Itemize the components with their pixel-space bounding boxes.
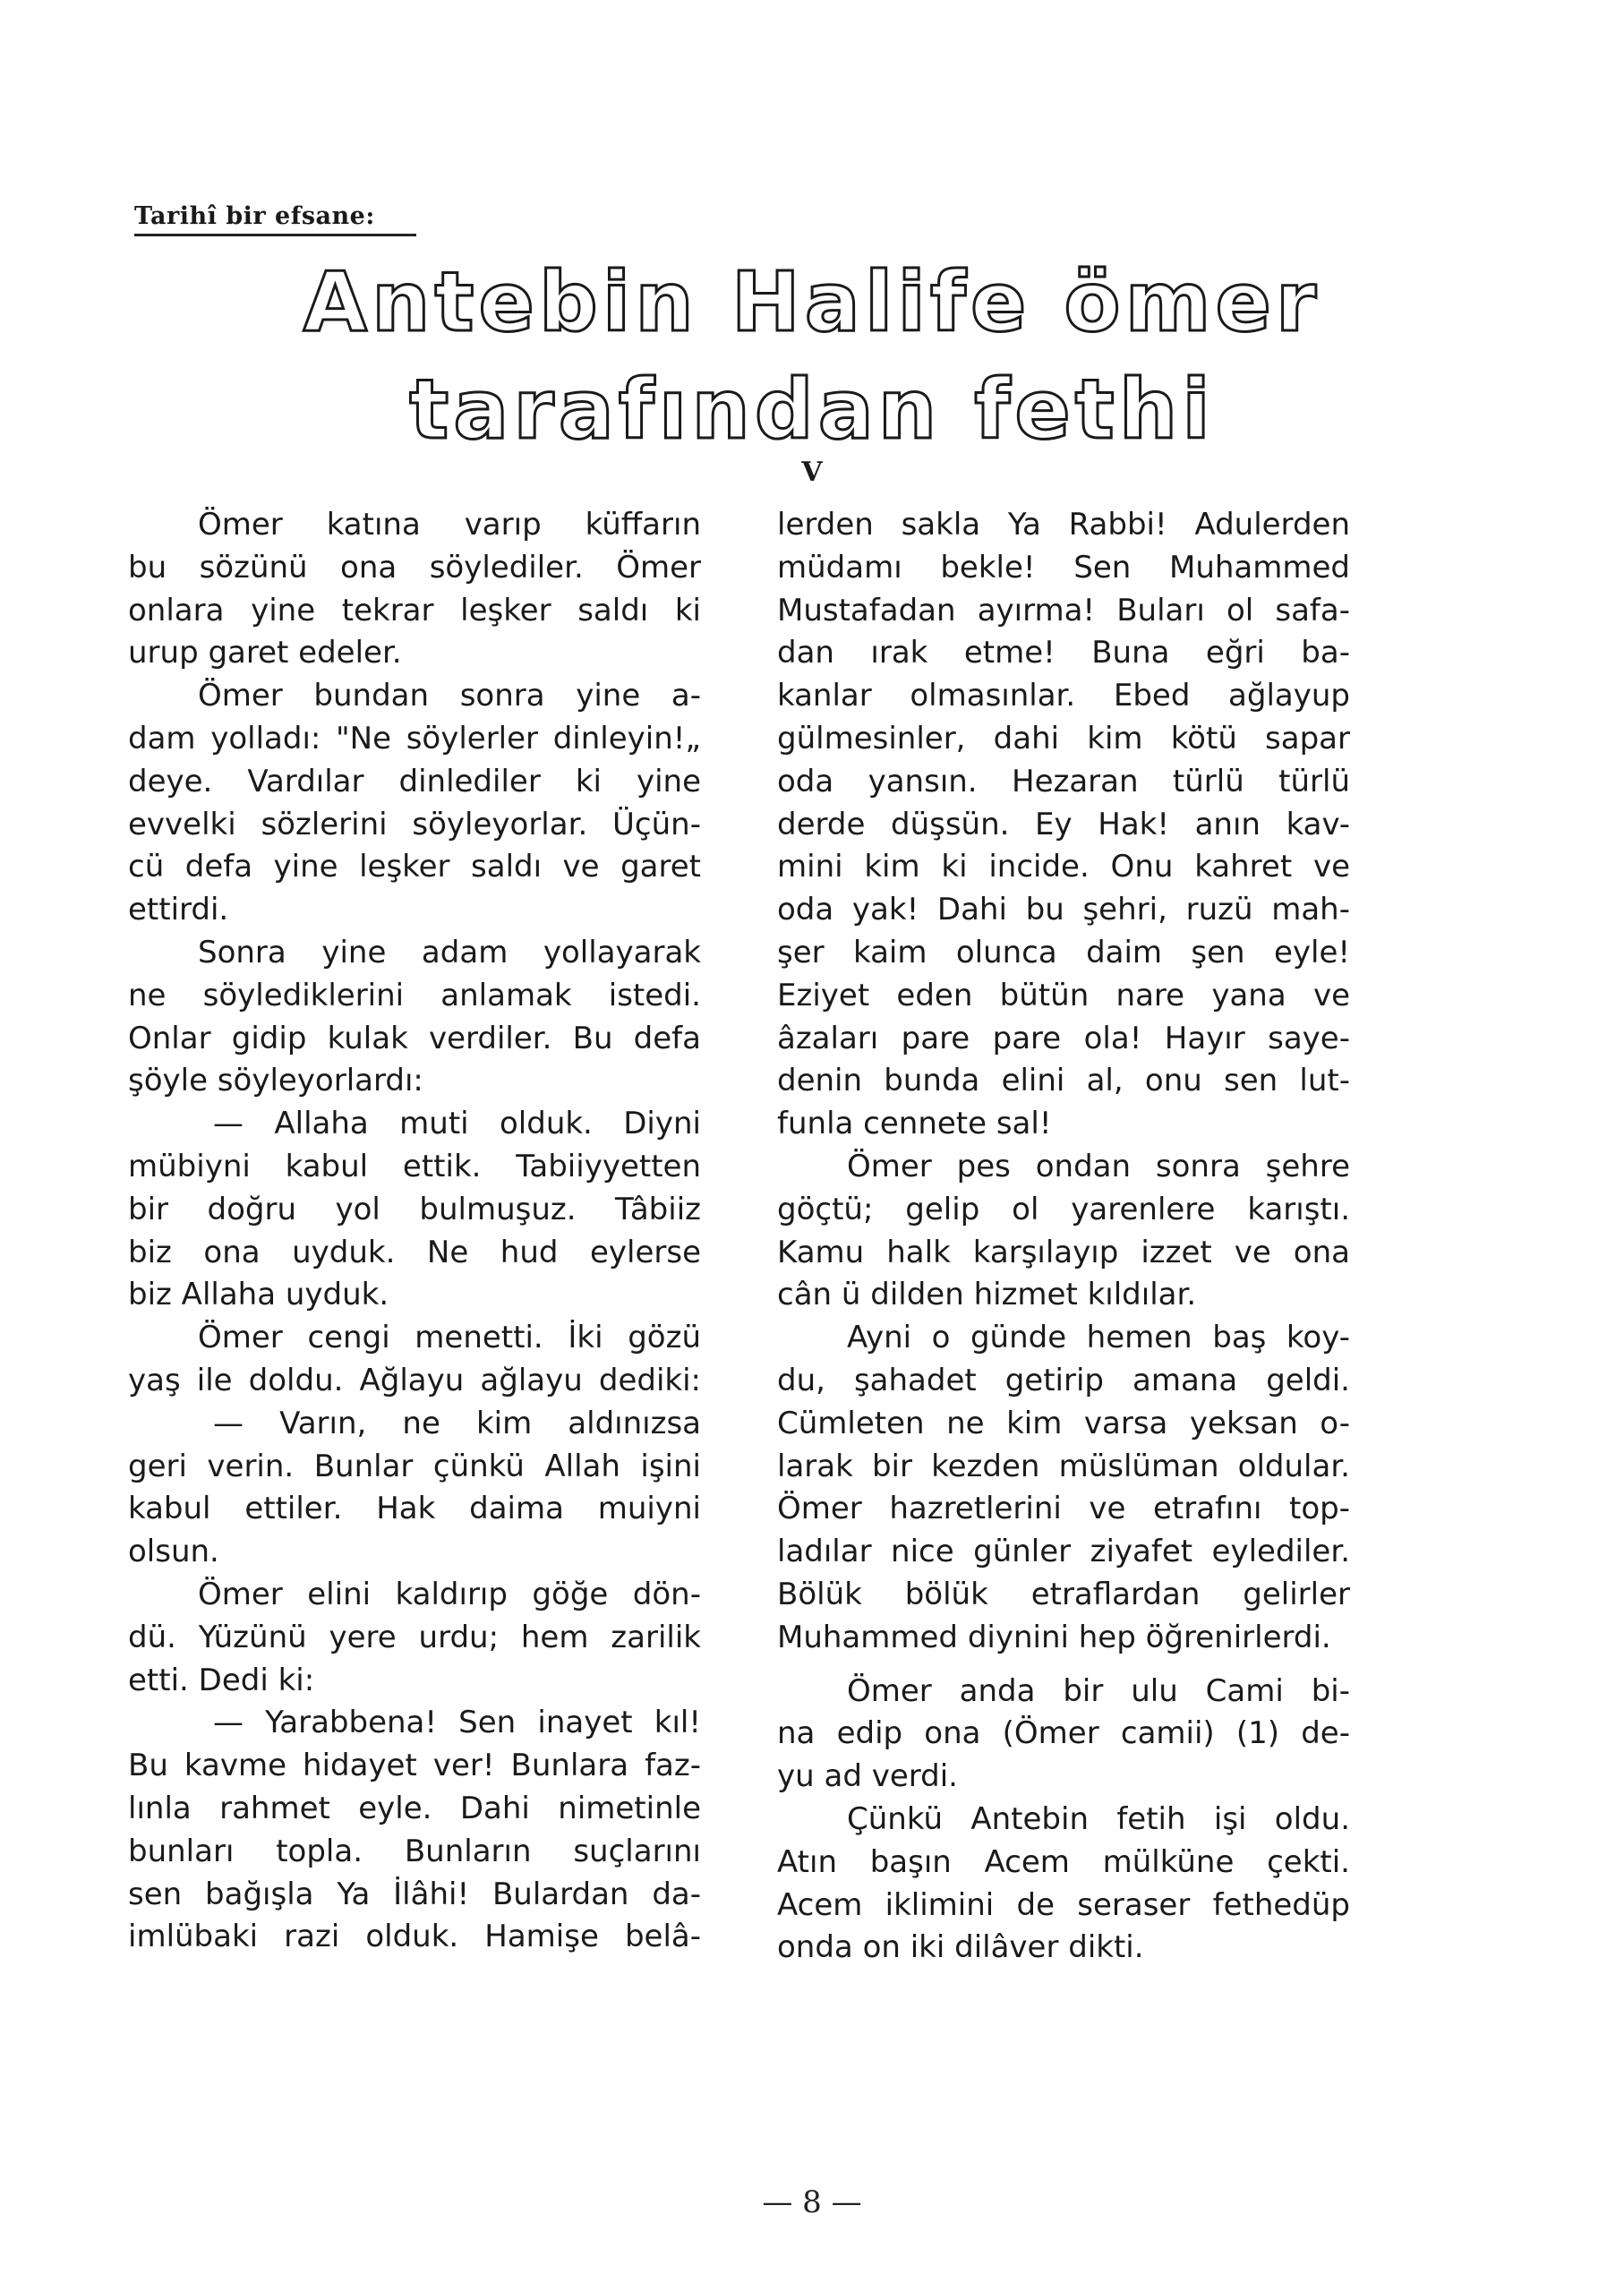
text-line: ne söylediklerini anlamak istedi. <box>128 977 701 1013</box>
text-line: Bu kavme hidayet ver! Bunlara faz- <box>128 1748 701 1784</box>
text-line: onda on iki dilâver dikti. <box>777 1929 1144 1966</box>
text-line: şer kaim olunca daim şen eyle! <box>777 934 1350 970</box>
text-line: Sonra yine adam yollayarak <box>198 934 701 970</box>
text-line: — Allaha muti olduk. Diyni <box>213 1106 701 1142</box>
text-line: derde düşsün. Ey Hak! anın kav- <box>777 806 1350 842</box>
text-line: ladılar nice günler ziyafet eylediler. <box>777 1534 1350 1570</box>
text-line: cü defa yine leşker saldı ve garet <box>128 849 701 885</box>
text-line: Acem iklimini de seraser fethedüp <box>777 1886 1350 1923</box>
text-line: şöyle söyleyorlardı: <box>128 1063 423 1099</box>
text-line: kanlar olmasınlar. Ebed ağlayup <box>777 678 1350 714</box>
text-line: bir doğru yol bulmuşuz. Tâbiiz <box>128 1191 701 1227</box>
text-line: imlübaki razi olduk. Hamişe belâ- <box>128 1919 701 1955</box>
text-line: onlara yine tekrar leşker saldı ki <box>128 592 701 628</box>
text-line: lerden sakla Ya Rabbi! Adulerden <box>777 507 1350 543</box>
text-line: Ömer elini kaldırıp göğe dön- <box>198 1576 701 1612</box>
text-line: müdamı bekle! Sen Muhammed <box>777 549 1350 586</box>
text-line: na edip ona (Ömer camii) (1) de- <box>777 1715 1350 1752</box>
text-line: Muhammed diynini hep öğrenirlerdi. <box>777 1619 1331 1655</box>
text-line: cân ü dilden hizmet kıldılar. <box>777 1277 1197 1313</box>
text-line: bu sözünü ona söylediler. Ömer <box>128 549 701 586</box>
left-column <box>128 504 701 1959</box>
text-line: oda yak! Dahi bu şehri, ruzü mah- <box>777 892 1350 928</box>
text-line: dan ırak etme! Buna eğri ba- <box>777 635 1350 671</box>
text-line: yu ad verdi. <box>777 1758 958 1795</box>
text-line: ettirdi. <box>128 892 229 928</box>
text-line: Eziyet eden bütün nare yana ve <box>777 977 1350 1013</box>
text-line: evvelki sözlerini söyleyorlar. Üçün- <box>128 806 701 842</box>
text-line: larak bir kezden müslüman oldular. <box>777 1448 1350 1484</box>
text-line: mübiyni kabul ettik. Tabiiyyetten <box>128 1148 701 1184</box>
text-line: oda yansın. Hezaran türlü türlü <box>777 763 1350 799</box>
text-line: Bölük bölük etraflardan gelirler <box>777 1576 1350 1612</box>
text-line: mini kim ki incide. Onu kahret ve <box>777 849 1350 885</box>
text-line: Cümleten ne kim varsa yeksan o- <box>777 1405 1350 1441</box>
text-line: dü. Yüzünü yere urdu; hem zarilik <box>128 1619 701 1655</box>
text-line: Ömer katına varıp küffarın <box>198 507 701 543</box>
text-line: biz Allaha uyduk. <box>128 1277 389 1313</box>
text-line: geri verin. Bunlar çünkü Allah işini <box>128 1448 701 1484</box>
text-line: göçtü; gelip ol yarenlere karıştı. <box>777 1191 1350 1227</box>
text-line: Ömer bundan sonra yine a- <box>198 678 701 714</box>
text-line: Kamu halk karşılayıp izzet ve ona <box>777 1234 1350 1270</box>
text-line: sen bağışla Ya İlâhi! Bulardan da- <box>128 1876 701 1912</box>
text-line: âzaları pare pare ola! Hayır saye- <box>777 1020 1350 1056</box>
text-line: bunları topla. Bunların suçlarını <box>128 1833 701 1869</box>
text-line: Atın başın Acem mülküne çekti. <box>777 1843 1350 1880</box>
article-title-line-1: Antebin Halife ömer <box>303 254 1321 350</box>
article-title-line-2: tarafından fethi <box>409 362 1215 457</box>
text-line: Onlar gidip kulak verdiler. Bu defa <box>128 1020 701 1056</box>
text-line: du, şahadet getirip amana geldi. <box>777 1362 1350 1398</box>
text-line: gülmesinler, dahi kim kötü sapar <box>777 720 1350 757</box>
text-line: Mustafadan ayırma! Buları ol safa- <box>777 592 1350 628</box>
part-number: V <box>801 457 823 488</box>
text-line: biz ona uyduk. Ne hud eylerse <box>128 1234 701 1270</box>
right-column <box>777 504 1350 1970</box>
text-line: denin bunda elini al, onu sen lut- <box>777 1063 1350 1099</box>
text-line: deye. Vardılar dinlediler ki yine <box>128 763 701 799</box>
text-line: — Varın, ne kim aldınızsa <box>213 1405 701 1441</box>
text-line: lınla rahmet eyle. Dahi nimetinle <box>128 1790 701 1826</box>
text-line: kabul ettiler. Hak daima muiyni <box>128 1491 701 1527</box>
text-line: urup garet edeler. <box>128 635 402 671</box>
page-number: — 8 — <box>762 2184 862 2220</box>
text-line: funla cennete sal! <box>777 1106 1052 1142</box>
text-line: dam yolladı: "Ne söylerler dinleyin!„ <box>128 720 701 757</box>
section-kicker: Tarihî bir efsane: <box>134 202 416 236</box>
text-line: Ömer cengi menetti. İki gözü <box>198 1320 701 1356</box>
text-line: etti. Dedi ki: <box>128 1662 315 1698</box>
text-line: Ömer anda bir ulu Cami bi- <box>847 1672 1350 1709</box>
text-line: Ömer pes ondan sonra şehre <box>847 1148 1350 1184</box>
text-line: yaş ile doldu. Ağlayu ağlayu dediki: <box>128 1362 701 1398</box>
text-line: olsun. <box>128 1534 219 1570</box>
text-line: Ayni o günde hemen baş koy- <box>847 1320 1350 1356</box>
text-line: — Yarabbena! Sen inayet kıl! <box>213 1705 701 1741</box>
text-line: Çünkü Antebin fetih işi oldu. <box>847 1800 1350 1837</box>
text-line: Ömer hazretlerini ve etrafını top- <box>777 1491 1350 1527</box>
